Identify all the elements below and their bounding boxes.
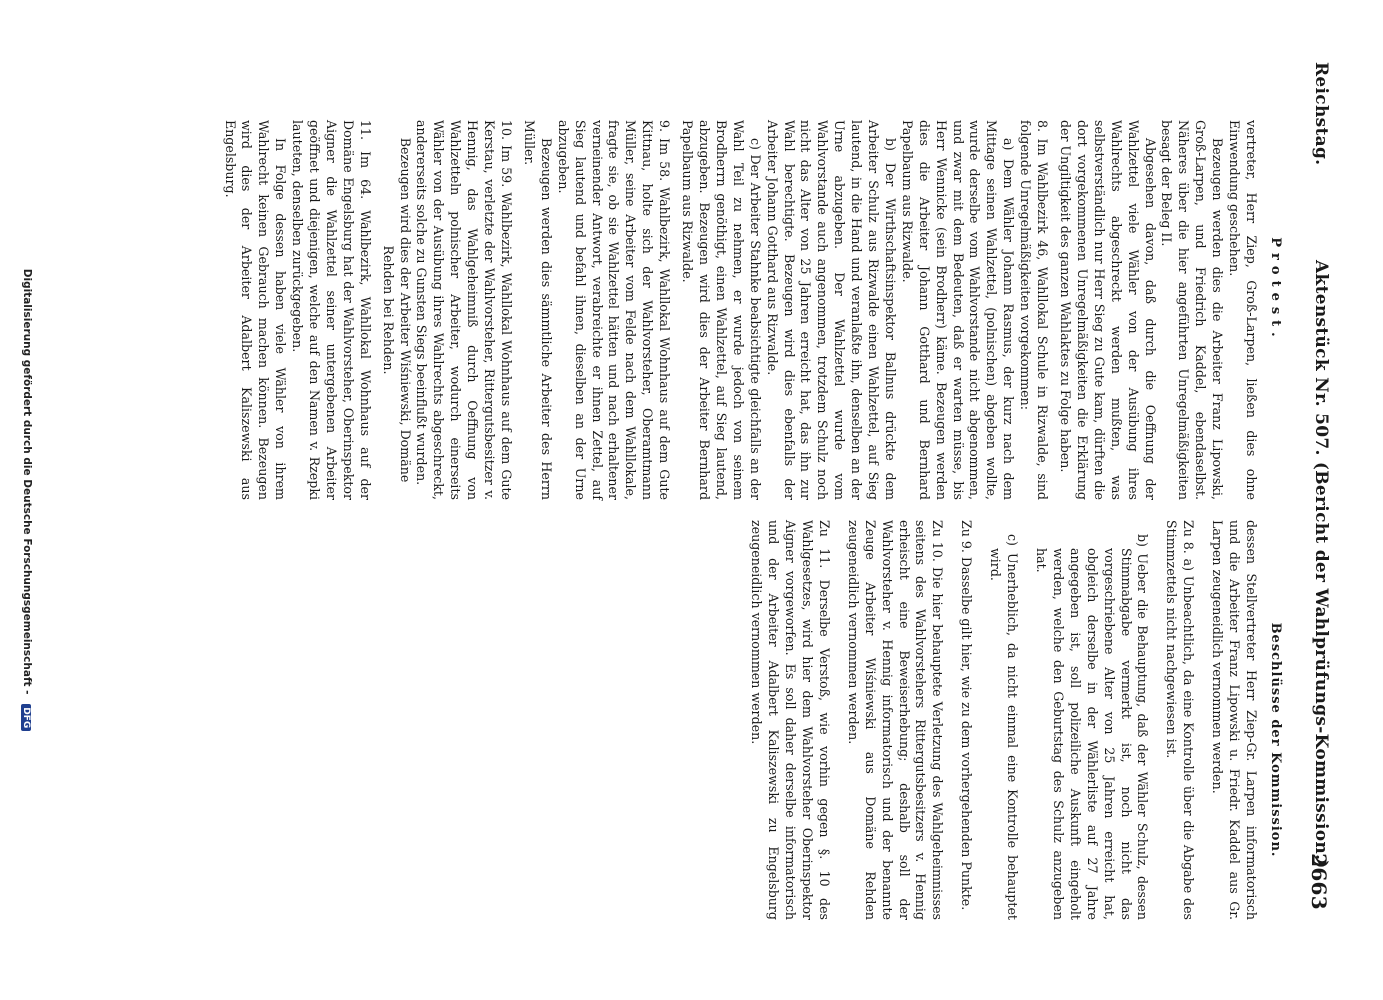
paragraph: Zu 11. Derselbe Verstoß, wie vorhin gegen §. 10 des Wahlgesetzes, wird hier dem Wahlvorsteher Oberinspektor Aigner vorgeworfen. Es soll daher derselbe informatorisch und der Arbeiter Adalbert Kaliszewski zu Engelsburg zeugeneidlich vernommen werden. bbox=[749, 520, 832, 920]
paragraph: vertreter, Herr Ziep, Groß-Larpen, ließen dies ohne Einwendung geschehen. bbox=[1227, 120, 1259, 500]
paragraph: dessen Stellvertreter Herr Ziep-Gr. Larpen informatorisch und die Arbeiter Franz Lipowski u. Friedr. Kaddel aus Gr. Larpen zeugeneidlich vernommen werden. bbox=[1210, 520, 1259, 920]
paragraph: Bezeugen werden dies die Arbeiter Franz Lipowski, Groß-Larpen, und Friedrich Kaddel, ebendaselbst. Näheres über die hier angeführten Unregelmäßigkeiten besagt der Beleg II. bbox=[1159, 120, 1226, 500]
paragraph: c) Unerheblich, da nicht einmal eine Kontrolle behauptet wird. bbox=[988, 534, 1021, 920]
paragraph: 8. Im Wahlbezirk 46, Wahllokal Schule in Rizwalde, sind folgende Unregelmäßigkeiten vorgekommen: bbox=[1018, 120, 1051, 500]
paragraph: Zu 10. Die hier behauptete Verletzung des Wahlgeheimnisses seitens des Wahlvorstehers Rittergutsbesitzers v. Hennig erheischt eine Beweiserhebung; deshalb soll der Wahlvorsteher v. Hennig informatorisch und der benannte Zeuge Arbeiter Wiśniewski aus Domäne Rehden zeugeneidlich vernommen werden. bbox=[845, 520, 946, 920]
commission-column bbox=[747, 520, 1259, 920]
header-title: Aktenstück Nr. 507. (Bericht der Wahlprüfungs-Kommission.) bbox=[1311, 260, 1331, 869]
paragraph: 10. Im 59. Wahlbezirk, Wahllokal Wohnhaus auf dem Gute Kerstau, verletzte der Wahlvorsteher, Rittergutsbesitzer v. Hennig, das Wahlgeheimniß durch Oeffnung von Wahlzetteln polnischer Arbeiter, wodurch einerseits Wähler von der Ausübung ihres Wahlrechts abgeschreckt, andererseits solche zu Gunsten Siegs beeinflußt wurden. bbox=[414, 120, 515, 500]
paragraph: Bezeugen werden dies sämmtliche Arbeiter des Herrn Müller. bbox=[521, 120, 554, 500]
paragraph: Zu 8. a) Unbeachtlich, da eine Kontrolle über die Abgabe des Stimmzettels nicht nachgewiesen ist. bbox=[1164, 520, 1197, 920]
paragraph: Abgesehen davon, daß durch die Oeffnung der Wahlzettel viele Wähler von der Ausübung ihres Wahlrechts abgeschreckt werden mußten, was selbstverständlich nur Herr Sieg zu Gute kam, dürften die dort vorgekommenen Unregelmäßigkeiten die Erklärung der Ungiltigkeit des ganzen Wahlaktes zu Folge haben. bbox=[1058, 120, 1158, 500]
protest-heading: Protest. bbox=[1268, 237, 1283, 343]
page-header bbox=[1297, 50, 1331, 950]
protest-column bbox=[221, 120, 1259, 500]
paragraph: In Folge dessen haben viele Wähler von ihrem Wahlrecht keinen Gebrauch machen können. Bezeugen wird dies der Arbeiter Adalbert Kaliszewski aus Engelsburg. bbox=[222, 120, 289, 500]
paragraph: a) Dem Wähler Johann Rasmus, der kurz nach dem Mittage seinen Wahlzettel, (polnischen) abgeben wollte, wurde derselbe vom Wahlvorstande nicht abgenommen, und zwar mit dem Bedeuten, daß er warten müsse, bis Herr Wennicke (sein Brodherr) käme. Bezeugen werden dies die Arbeiter Johann Gotthard und Bernhard Papelbaum aus Rizwalde. bbox=[899, 120, 1017, 500]
paragraph: b) Der Wirthschaftsinspektor Ballnus drückte dem Arbeiter Schulz aus Rizwalde einen Wahlzettel, auf Sieg lautend, in die Hand und veranlaßte ihn, denselben an der Urne abzugeben. Der Wahlzettel wurde vom Wahlvorstande auch angenommen, trotzdem Schulz noch nicht das Alter von 25 Jahren erreicht hat, das ihn zur Wahl berechtigte. Bezeugen wird dies ebenfalls der Arbeiter Johann Gotthard aus Rizwalde. bbox=[764, 120, 898, 500]
commission-heading: Beschlüsse der Kommission. bbox=[1268, 622, 1283, 858]
paragraph: 11. Im 64. Wahlbezirk, Wahllokal Wohnhaus auf der Domäne Engelsburg hat der Wahlvorsteher, Oberinspektor Aigner die Wahlzettel seiner untergebenen Arbeiter geöffnet und diejenigen, welche auf den Namen v. Rzepki lauteten, denselben zurückgegeben. bbox=[290, 120, 373, 500]
paragraph: Bezeugen wird dies der Arbeiter Wiśniewski, Domäne Rehden bei Rehden. bbox=[380, 137, 413, 483]
dfg-logo: DFG bbox=[21, 704, 31, 731]
paragraph: c) Der Arbeiter Stahnke beabsichtigte gleichfalls an der Wahl Teil zu nehmen, er wurde jedoch von seinem Brodherrn genöthigt, einen Wahlzettel, auf Sieg lautend, abzugeben. Bezeugen wird dies der Arbeiter Bernhard Papelbaum aus Rizwalde. bbox=[680, 120, 763, 500]
header-left: Reichstag. bbox=[1311, 62, 1331, 166]
paragraph: 9. Im 58. Wahlbezirk, Wahllokal Wohnhaus auf dem Gute Kittnau, holte sich der Wahlvorsteher, Oberamtmann Müller, seine Arbeiter vom Felde nach dem Wahllokale, fragte sie, ob sie Wahlzettel hätten und nach erhaltener verneinender Antwort, verabreichte er ihnen Zettel, auf Sieg lautend und befahl ihnen, dieselben an der Urne abzugeben. bbox=[555, 120, 673, 500]
digitization-credit bbox=[21, 0, 33, 1000]
paragraph: b) Ueber die Behauptung, daß der Wähler Schulz, dessen Stimmabgabe vermerkt ist, noch nicht das vorgeschriebene Alter von 25 Jahren erreicht hat, obgleich derselbe in der Wählerliste auf 27 Jahre angegeben ist, soll polizeiliche Auskunft eingeholt werden, welche den Geburtstag des Schulz anzugeben hat. bbox=[1034, 534, 1151, 920]
credit-text: Digitalisierung gefördert durch die Deutsche Forschungsgemeinschaft - bbox=[21, 268, 33, 695]
page-number: 2663 bbox=[1307, 853, 1331, 910]
paragraph: Zu 9. Dasselbe gilt hier, wie zu dem vorhergehenden Punkte. bbox=[959, 520, 975, 911]
